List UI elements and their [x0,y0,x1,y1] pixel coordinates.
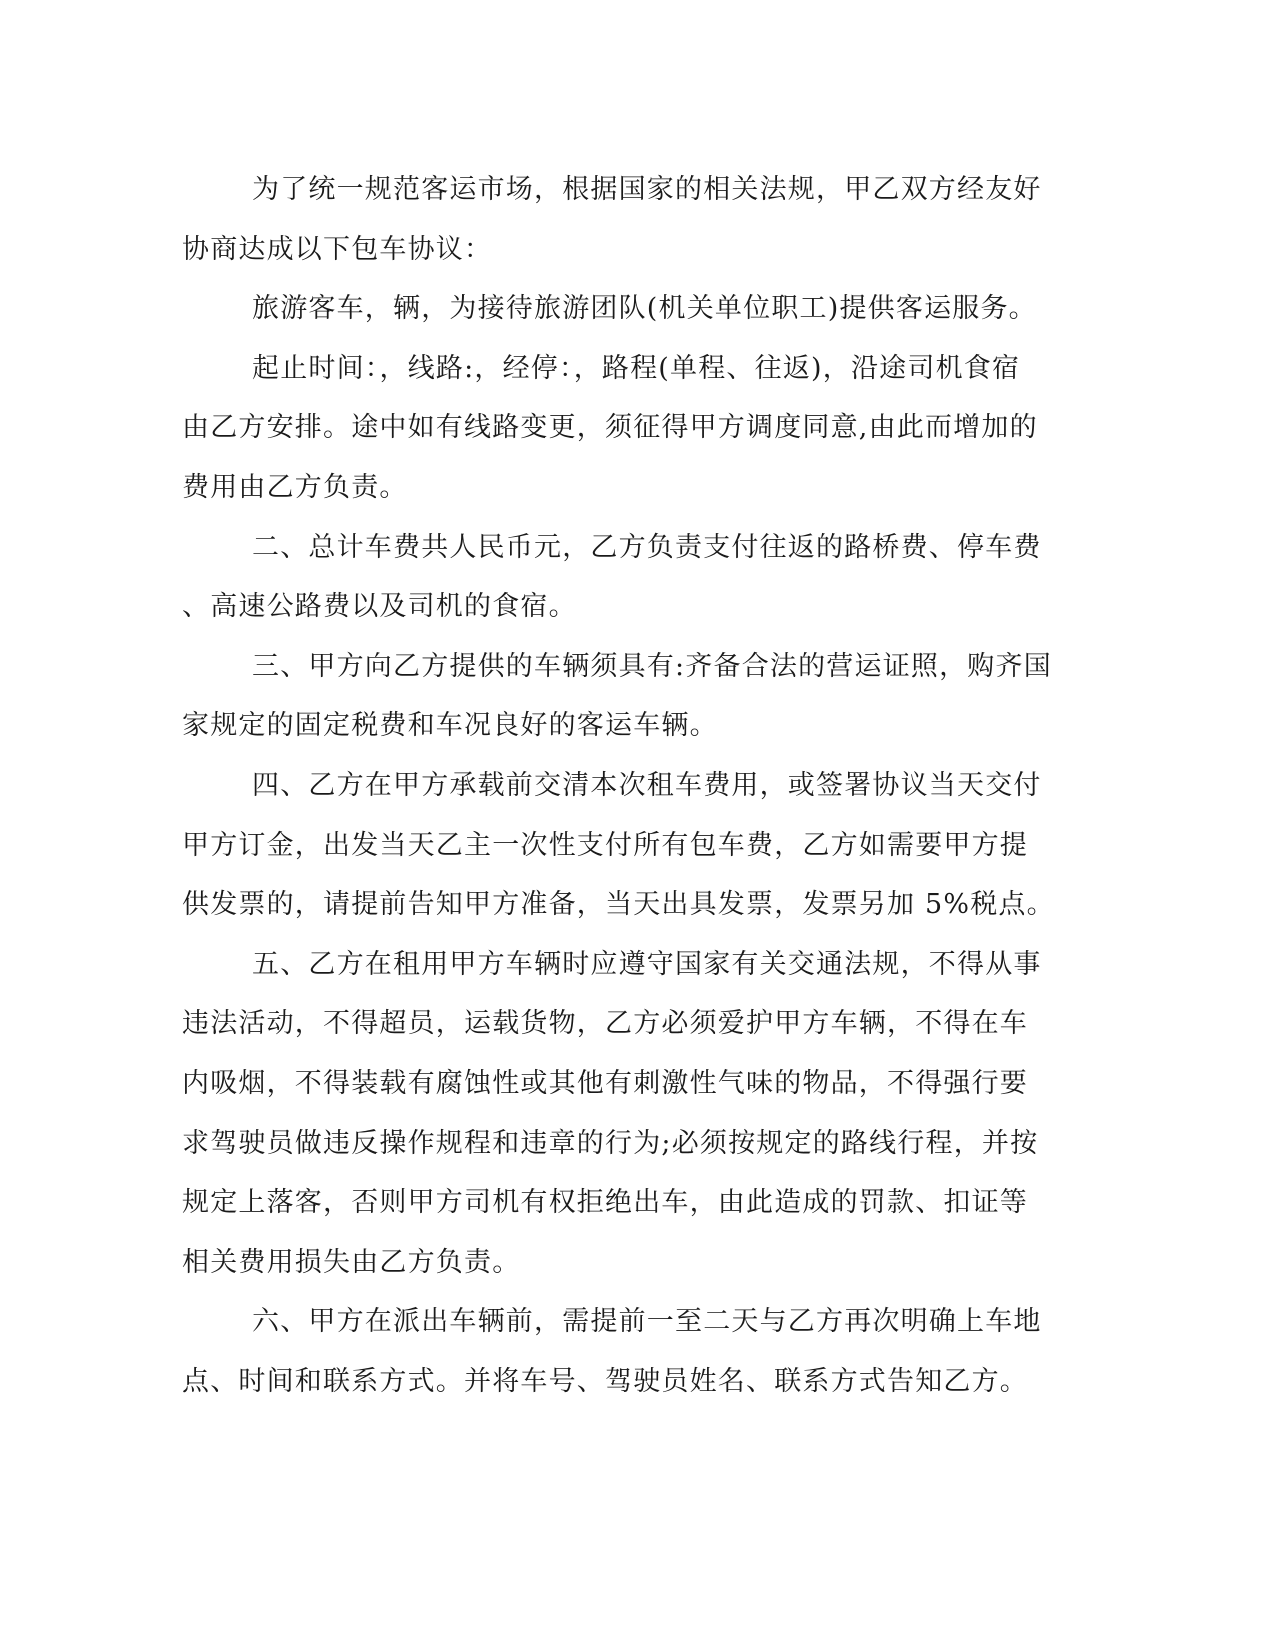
paragraph-2-line-1: 旅游客车，辆，为接待旅游团队(机关单位职工)提供客运服务。 [252,293,1037,325]
clause-3-line-1: 三、甲方向乙方提供的车辆须具有:齐备合法的营运证照，购齐国 [252,650,1052,682]
clause-6-line-1: 六、甲方在派出车辆前，需提前一至二天与乙方再次明确上车地 [252,1306,1042,1338]
clause-5-line-6: 相关费用损失由乙方负责。 [182,1246,521,1278]
clause-5-line-5: 规定上落客，否则甲方司机有权拒绝出车，由此造成的罚款、扣证等 [182,1187,1028,1219]
paragraph-1-line-1: 为了统一规范客运市场，根据国家的相关法规，甲乙双方经友好 [252,174,1042,205]
clause-5-line-3: 内吸烟，不得装载有腐蚀性或其他有刺激性气味的物品，不得强行要 [182,1067,1028,1099]
clause-5-line-1: 五、乙方在租用甲方车辆时应遵守国家有关交通法规，不得从事 [252,948,1042,980]
clause-5-line-4: 求驾驶员做违反操作规程和违章的行为;必须按规定的路线行程，并按 [182,1127,1039,1159]
clause-4-line-3: 供发票的，请提前告知甲方准备，当天出具发票，发票另加 5%税点。 [182,889,1055,921]
paragraph-3-line-3: 费用由乙方负责。 [182,471,408,503]
clause-6-line-2: 点、时间和联系方式。并将车号、驾驶员姓名、联系方式告知乙方。 [182,1365,1028,1397]
paragraph-3-line-2: 由乙方安排。途中如有线路变更，须征得甲方调度同意,由此而增加的 [182,412,1038,444]
clause-4-line-1: 四、乙方在甲方承载前交清本次租车费用，或签署协议当天交付 [252,769,1042,801]
paragraph-3-line-1: 起止时间：，线路:，经停：，路程(单程、往返)，沿途司机食宿 [252,352,1021,384]
clause-5-line-2: 违法活动，不得超员，运载货物，乙方必须爱护甲方车辆，不得在车 [182,1008,1028,1040]
paragraph-1-line-2: 协商达成以下包车协议： [182,233,493,265]
document-body [182,160,1055,1411]
clause-4-line-2: 甲方订金，出发当天乙主一次性支付所有包车费，乙方如需要甲方提 [182,829,1028,861]
clause-3-line-2: 家规定的固定税费和车况良好的客运车辆。 [182,710,718,742]
clause-2-line-2: 、高速公路费以及司机的食宿。 [182,591,577,623]
clause-2-line-1: 二、总计车费共人民币元，乙方负责支付往返的路桥费、停车费 [252,531,1042,563]
